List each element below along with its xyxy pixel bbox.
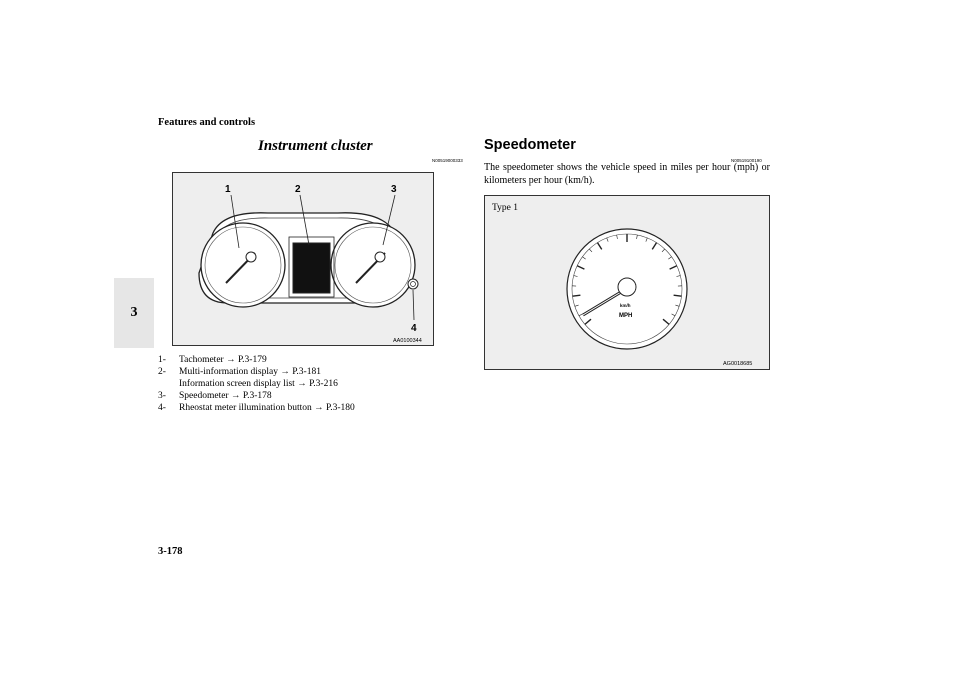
instrument-cluster-code: N00519000333 bbox=[432, 158, 463, 163]
legend-item-number: 2- bbox=[158, 367, 166, 377]
speedometer-type-label: Type 1 bbox=[492, 203, 518, 213]
speedometer-figure bbox=[484, 195, 770, 370]
legend-item bbox=[158, 366, 355, 378]
speedometer-unit-mph: MPH bbox=[619, 313, 633, 319]
speedometer-description: The speedometer shows the vehicle speed in miles per hour (mph) or kilometers per hour (km/h). bbox=[484, 162, 770, 186]
speedometer-figure-hub bbox=[618, 278, 636, 296]
legend-item bbox=[158, 402, 355, 414]
legend-item bbox=[158, 354, 355, 366]
chapter-tab-number: 3 bbox=[130, 305, 138, 320]
chapter-tab bbox=[114, 278, 154, 348]
instrument-cluster-illustration bbox=[173, 173, 433, 345]
speedometer-title: Speedometer bbox=[484, 137, 576, 153]
multi-information-display bbox=[293, 243, 330, 293]
instrument-cluster-legend bbox=[158, 354, 355, 414]
callout-2: 2 bbox=[295, 184, 301, 195]
instrument-cluster-figure-code: AA0100344 bbox=[393, 338, 422, 344]
legend-item-text: Multi-information display → P.3-181 bbox=[179, 367, 321, 377]
page-number: 3-178 bbox=[158, 546, 183, 557]
callout-1: 1 bbox=[225, 184, 231, 195]
instrument-cluster-title: Instrument cluster bbox=[258, 138, 373, 154]
callout-3: 3 bbox=[391, 184, 397, 195]
legend-item-text: Tachometer → P.3-179 bbox=[179, 355, 267, 365]
legend-item-text: Speedometer → P.3-178 bbox=[179, 391, 272, 401]
speedometer-figure-code: AG0018685 bbox=[723, 361, 753, 367]
section-header: Features and controls bbox=[158, 117, 256, 128]
speedometer-code: N00519100190 bbox=[731, 158, 762, 163]
legend-item-number: 3- bbox=[158, 391, 166, 401]
speedometer-illustration bbox=[485, 196, 769, 369]
legend-item-text: Rheostat meter illumination button → P.3-180 bbox=[179, 403, 355, 413]
legend-item-subtext: Information screen display list → P.3-216 bbox=[179, 379, 338, 389]
legend-item-number: 1- bbox=[158, 355, 166, 365]
legend-item bbox=[158, 390, 355, 402]
speedometer-unit-kmh: km/h bbox=[620, 303, 631, 308]
callout-4: 4 bbox=[411, 323, 417, 334]
tachometer-hub bbox=[246, 252, 256, 262]
instrument-cluster-figure bbox=[172, 172, 434, 346]
legend-item-number: 4- bbox=[158, 403, 166, 413]
callout-line-4 bbox=[413, 290, 414, 320]
speedometer-hub bbox=[375, 252, 385, 262]
rheostat-button bbox=[408, 279, 418, 289]
